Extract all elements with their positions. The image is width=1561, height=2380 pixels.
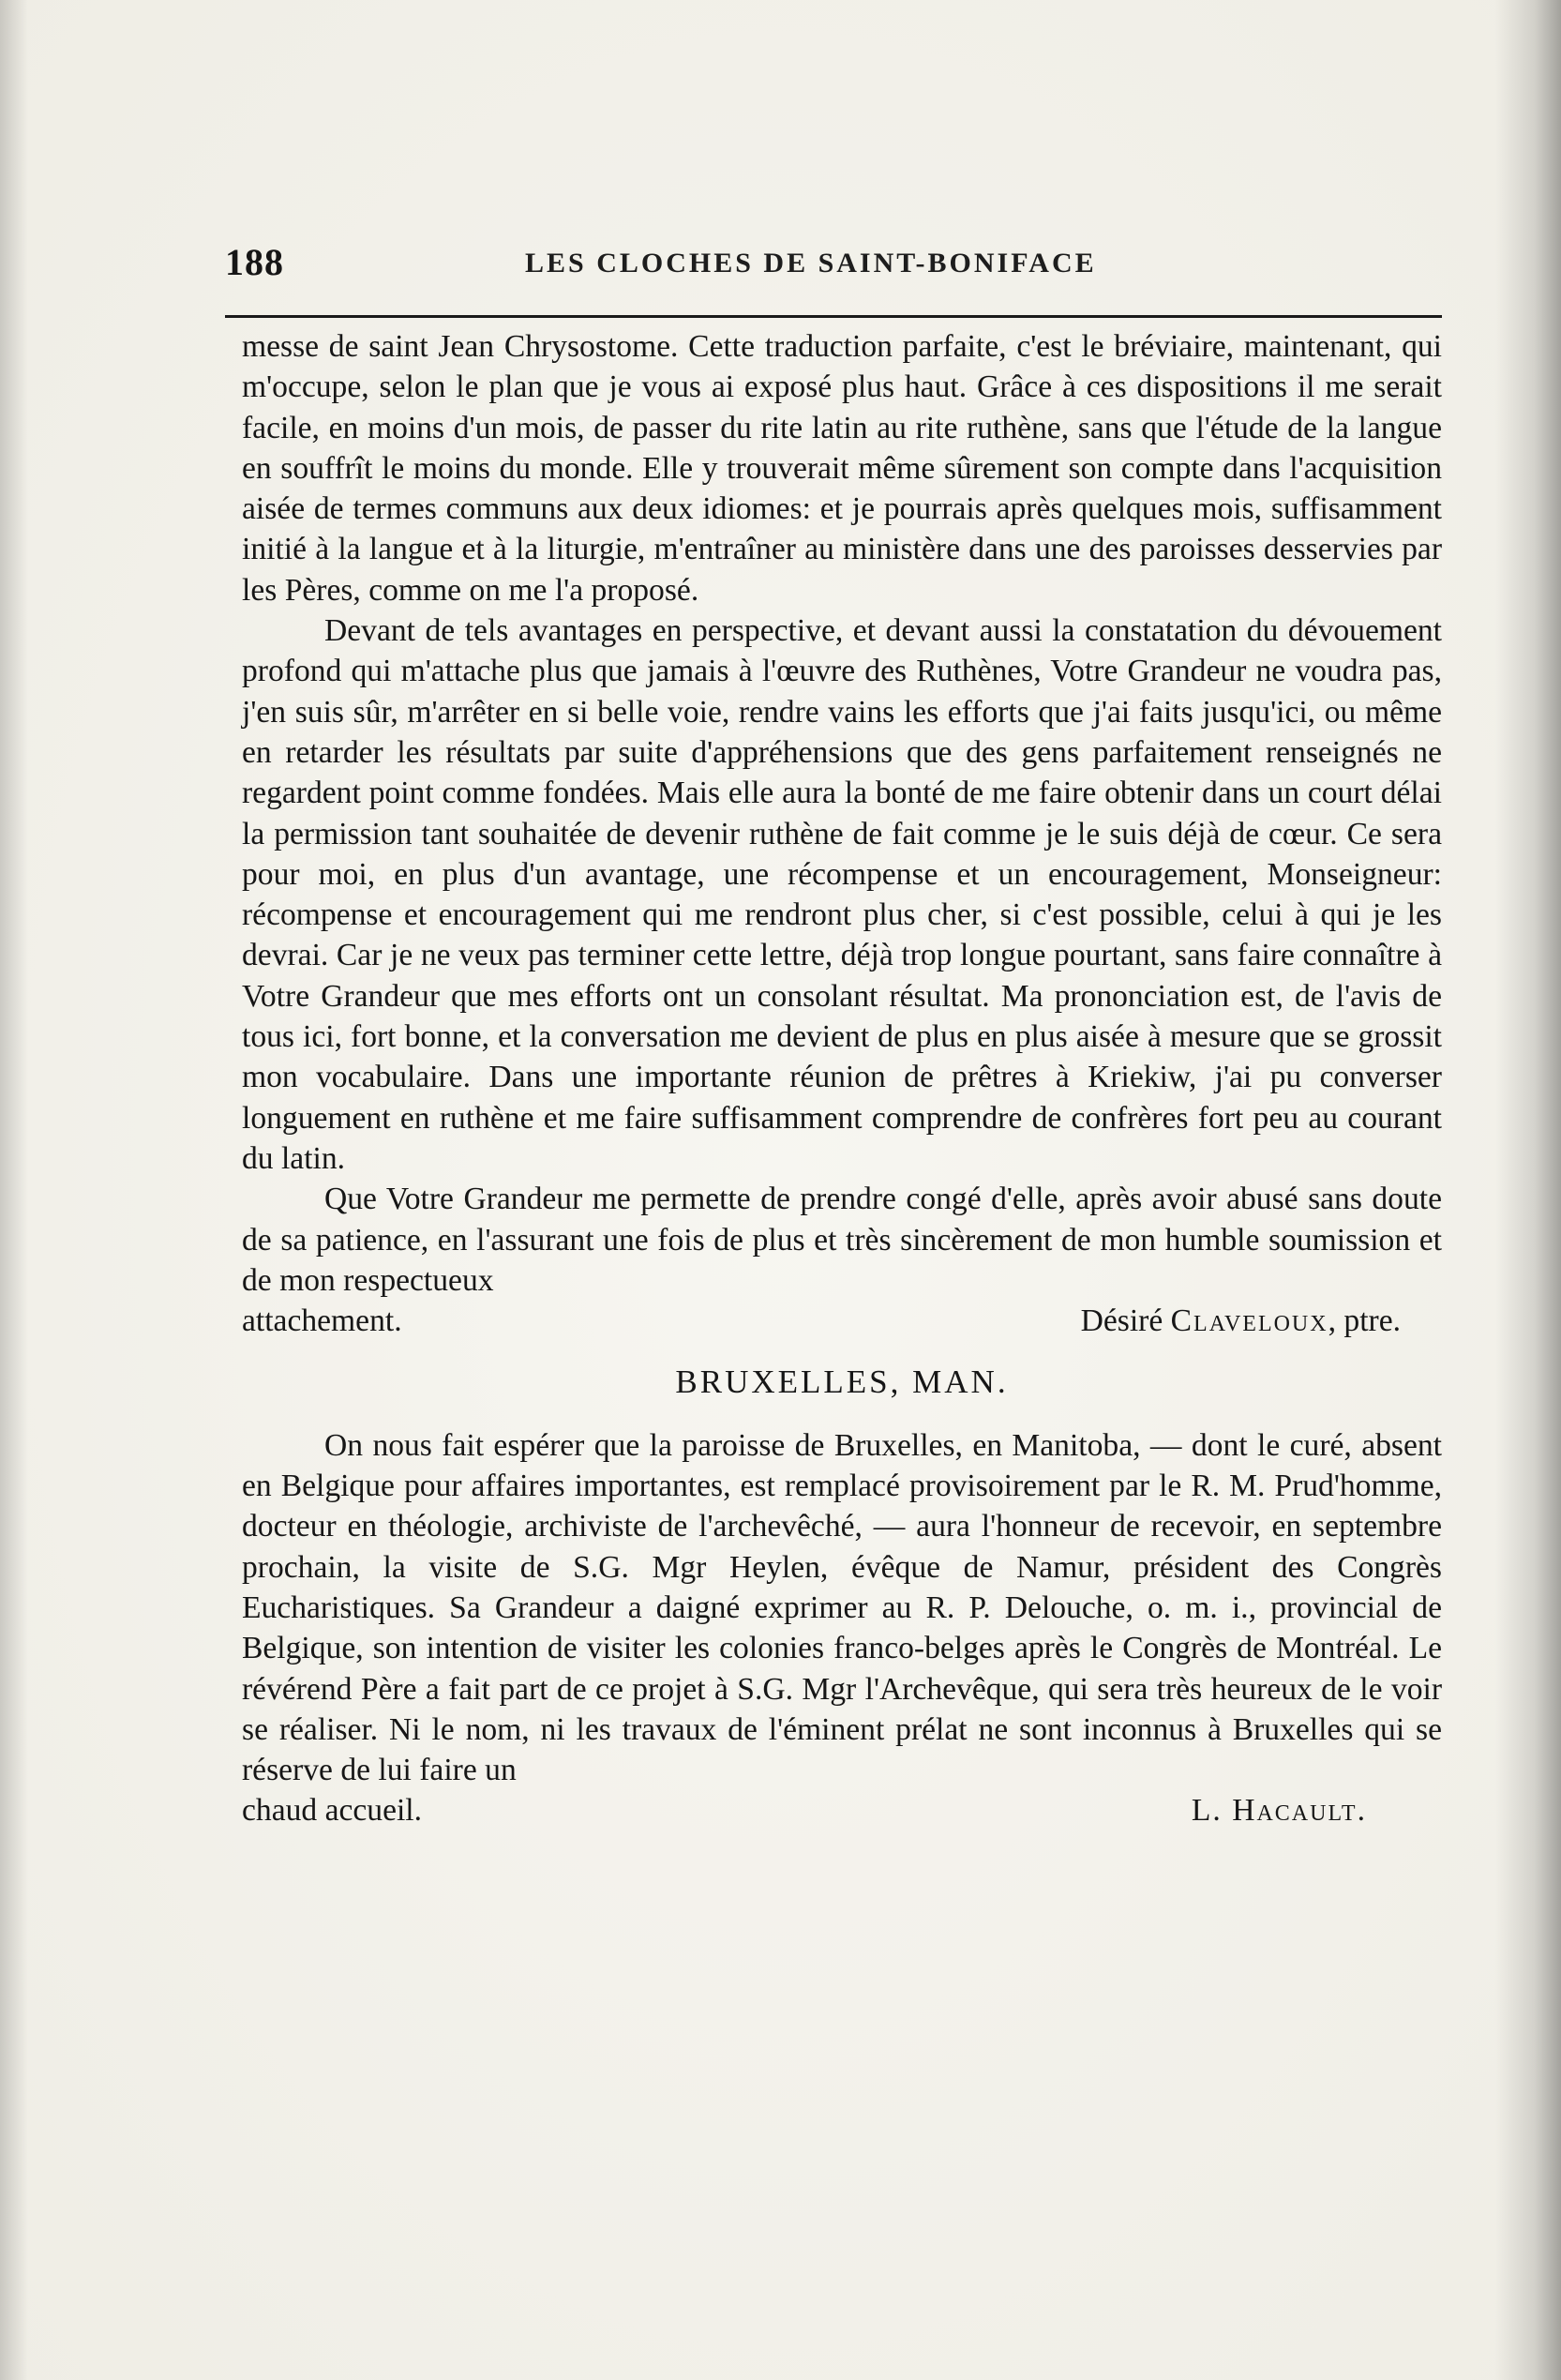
letter-closing: attachement. bbox=[242, 1303, 402, 1339]
section-signature: L. Hacault. bbox=[1191, 1793, 1367, 1829]
section-closing: chaud accueil. bbox=[242, 1793, 423, 1829]
body-text bbox=[242, 326, 1442, 1831]
signature-title: , ptre. bbox=[1328, 1303, 1401, 1339]
letter-paragraph-2: Devant de tels avantages en perspective, et devant aussi la constatation du dévouement profond qui m'attache plus que jamais à l'œuvre des Ruthènes, Votre Grandeur ne voudra pas, j'en suis sûr, m'arrêter en si belle voie, rendre vains les efforts que j'ai faits jusqu'ici, ou même en retarder les résultats par suite d'appréhensions que des gens parfaitement renseignés ne regardent point comme fondées. Mais elle aura la bonté de me faire obtenir dans un court délai la permission tant souhaitée de devenir ruthène de fait comme je le suis déjà de cœur. Ce sera pour moi, en plus d'un avantage, une récompense et un encouragement, Monseigneur: récompense et encouragement qui me rendront plus cher, si c'est possible, celui à qui je les devrai. Car je ne veux pas terminer cette lettre, déjà trop longue pourtant, sans faire connaître à Votre Grandeur que mes efforts ont un consolant résultat. Ma prononciation est, de l'avis de tous ici, fort bonne, et la conversation me devient de plus en plus aisée à mesure que se grossit mon vocabulaire. Dans une importante réunion de prêtres à Kriekiw, j'ai pu converser longuement en ruthène et me faire suffisamment comprendre de confrères fort peu au courant du latin. bbox=[242, 613, 1442, 1176]
signature-surname: Claveloux bbox=[1170, 1303, 1328, 1339]
signature-first-name: Désiré bbox=[1080, 1303, 1163, 1339]
page-shadow-left bbox=[0, 0, 28, 2380]
header-rule bbox=[225, 315, 1442, 318]
letter-paragraph-3: Que Votre Grandeur me permette de prendre congé d'elle, après avoir abusé sans doute de sa patience, en l'assurant une fois de plus et très sincèrement de mon humble soumission et de mon respectueux bbox=[242, 1182, 1442, 1298]
letter-signature bbox=[1081, 1301, 1401, 1341]
section-signature-line bbox=[242, 1790, 1442, 1830]
section-paragraph: On nous fait espérer que la paroisse de Bruxelles, en Manitoba, — dont le curé, absent en Belgique pour affaires importantes, est remplacé provisoirement par le R. M. Prud'homme, docteur en théologie, archiviste de l'archevêché, — aura l'honneur de recevoir, en septembre prochain, la visite de S.G. Mgr Heylen, évêque de Namur, président des Congrès Eucharistiques. Sa Grandeur a daigné exprimer au R. P. Delouche, o. m. i., provincial de Belgique, son intention de visiter les colonies franco-belges après le Congrès de Montréal. Le révérend Père a fait part de ce projet à S.G. Mgr l'Archevêque, qui sera très heureux de le voir se réaliser. Ni le nom, ni les travaux de l'éminent prélat ne sont inconnus à Bruxelles qui se réserve de lui faire un bbox=[242, 1427, 1442, 1788]
page-number: 188 bbox=[225, 241, 284, 283]
section-heading: BRUXELLES, MAN. bbox=[675, 1363, 1009, 1401]
letter-paragraph-1: messe de saint Jean Chrysostome. Cette traduction parfaite, c'est le bréviaire, maintenant, qui m'occupe, selon le plan que je vous ai exposé plus haut. Grâce à ces dispositions il me serait facile, en moins d'un mois, de passer du rite latin au rite ruthène, sans que l'étude de la langue en souffrît le moins du monde. Elle y trouverait même sûrement son compte dans l'acquisition aisée de termes communs aux deux idiomes: et je pourrais après quelques mois, suffisamment initié à la langue et à la liturgie, m'entraîner au ministère dans une des paroisses desservies par les Pères, comme on me l'a proposé. bbox=[242, 329, 1442, 608]
page-shadow-right bbox=[1495, 0, 1561, 2380]
running-title: LES CLOCHES DE SAINT-BONIFACE bbox=[525, 248, 1097, 279]
running-head bbox=[225, 240, 1322, 296]
letter-signature-line bbox=[242, 1301, 1442, 1341]
